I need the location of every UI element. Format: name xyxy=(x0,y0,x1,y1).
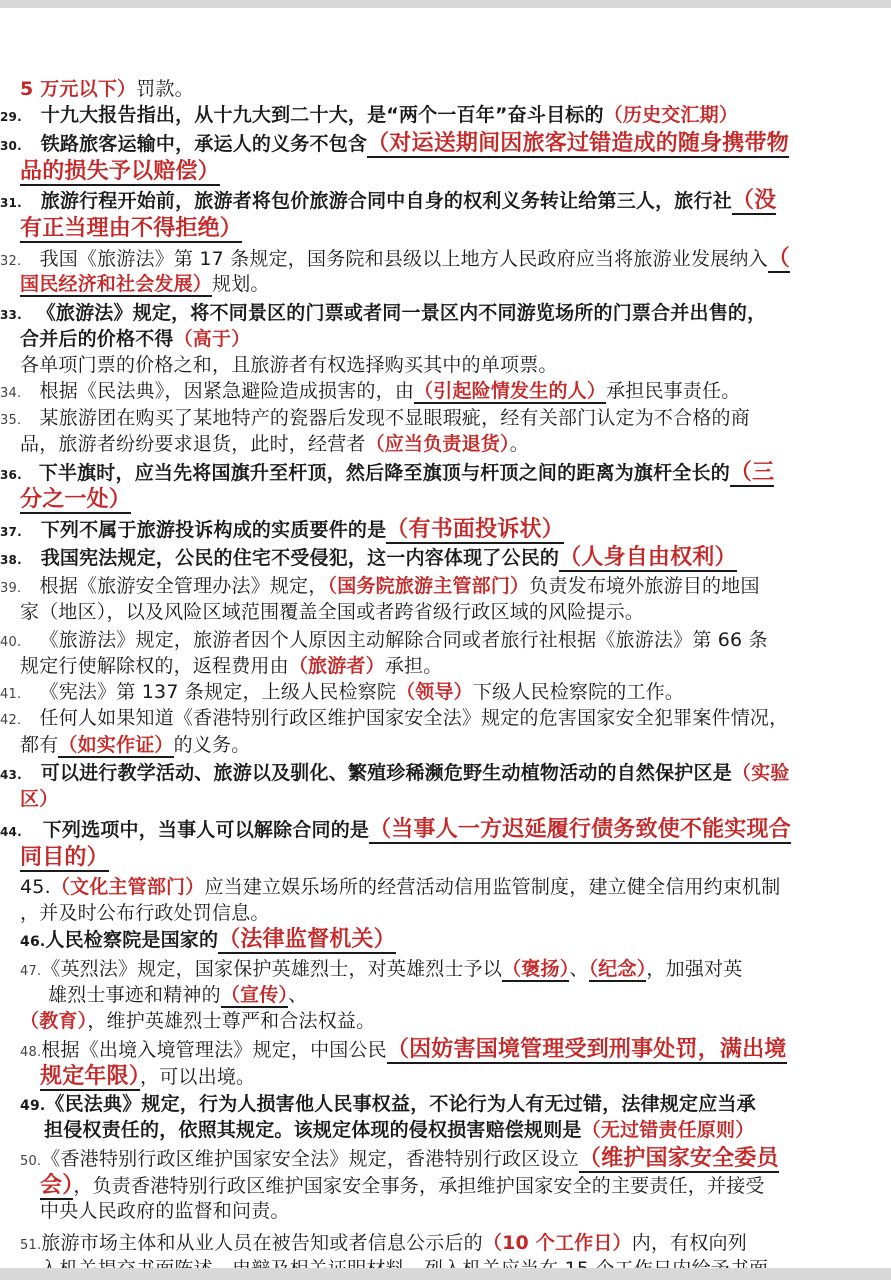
answer: （国务院旅游主管部门） xyxy=(327,575,530,597)
question-number: 46. xyxy=(20,934,46,950)
question-text: 《宪法》第 137 条规定，上级人民检察院 xyxy=(39,681,397,703)
question-34 xyxy=(0,378,740,405)
text: 。 xyxy=(509,433,529,455)
question-40 xyxy=(0,627,768,654)
answer: （没 xyxy=(731,188,777,213)
answer: （维护国家安全委员 xyxy=(578,1146,779,1171)
answer: （如实作证） xyxy=(58,734,174,756)
question-number: 39. xyxy=(0,581,22,596)
text: 承担民事责任。 xyxy=(606,380,741,402)
top-border xyxy=(0,0,891,8)
question-31 xyxy=(0,187,776,214)
question-39-cont xyxy=(20,599,644,626)
question-38 xyxy=(0,544,737,571)
text: 内，有权向列 xyxy=(631,1232,747,1254)
question-48 xyxy=(20,1036,787,1063)
question-text: 《旅游法》规定，旅游者因个人原因主动解除合同或者旅行社根据《旅游法》第 66 条 xyxy=(39,629,768,651)
answer: （褒扬） xyxy=(502,958,570,980)
answer: 区） xyxy=(20,788,59,810)
question-text: 十九大报告指出，从十九大到二十大，是“两个一百年”奋斗目标的 xyxy=(40,104,604,126)
question-text: 下列选项中，当事人可以解除合同的是 xyxy=(42,819,370,841)
question-32 xyxy=(0,245,790,272)
question-number: 37. xyxy=(0,525,22,539)
answer: （领导） xyxy=(396,681,473,703)
question-39 xyxy=(0,573,760,600)
answer: （对运送期间因旅客过错造成的随身携带物 xyxy=(367,131,789,156)
question-number: 33. xyxy=(0,308,22,322)
question-49 xyxy=(20,1091,756,1118)
question-number: 32. xyxy=(0,254,22,269)
text: 下级人民检察院的工作。 xyxy=(472,681,685,703)
question-text: 我国《旅游法》第 17 条规定，国务院和县级以上地方人民政府应当将旅游业发展纳入 xyxy=(39,248,768,270)
question-text: 《旅游法》规定，将不同景区的门票或者同一景区内不同游览场所的门票合并出售的， xyxy=(36,302,767,324)
answer: （高于） xyxy=(173,328,251,350)
question-number: 31. xyxy=(0,196,22,210)
answer: （无过错责任原则） xyxy=(581,1119,755,1141)
answer: （旅游者） xyxy=(288,655,385,677)
question-number: 49. xyxy=(20,1098,46,1114)
answer: （历史交汇期） xyxy=(603,104,739,126)
text: 负责发布境外旅游目的地国 xyxy=(529,575,760,597)
question-32-cont xyxy=(20,271,270,298)
answer: （ xyxy=(767,246,790,271)
question-33-tail xyxy=(20,352,558,379)
question-number: 38. xyxy=(0,553,22,567)
question-45-cont xyxy=(20,900,270,927)
question-text: 根据《旅游安全管理办法》规定， xyxy=(39,575,328,597)
question-33-cont xyxy=(20,326,250,353)
answer: （法律监督机关） xyxy=(218,927,396,952)
question-48-cont xyxy=(40,1063,255,1090)
answer: （宣传） xyxy=(220,984,289,1006)
question-number: 35. xyxy=(0,413,22,428)
question-text: 合并后的价格不得 xyxy=(20,328,174,350)
answer: 5 万元以下） xyxy=(20,78,137,100)
answer: （引起险情发生的人） xyxy=(414,380,607,402)
question-43-cont xyxy=(20,786,58,813)
answer: 会） xyxy=(40,1173,74,1198)
question-29 xyxy=(0,102,738,129)
question-47 xyxy=(20,956,742,983)
question-text: 下半旗时，应当先将国旗升至杆顶，然后降至旗顶与杆顶之间的距离为旗杆全长的 xyxy=(38,462,730,484)
question-46 xyxy=(20,926,396,953)
question-49-cont xyxy=(44,1117,754,1144)
question-45 xyxy=(20,874,780,901)
question-35-cont xyxy=(20,431,529,458)
answer: 同目的） xyxy=(20,845,109,870)
text: 各单项门票的价格之和，且旅游者有权选择购买其中的单项票。 xyxy=(20,354,558,376)
question-text: 《香港特别行政区维护国家安全法》规定，香港特别行政区设立 xyxy=(41,1148,579,1170)
question-number: 29. xyxy=(0,110,22,124)
question-42 xyxy=(0,705,788,732)
question-44-cont xyxy=(20,844,109,871)
question-number: 45. xyxy=(20,876,51,898)
question-text: 品，旅游者纷纷要求退货，此时，经营者 xyxy=(20,433,366,455)
question-40-cont xyxy=(20,653,442,680)
text: 、 xyxy=(569,958,589,980)
question-text: 根据《民法典》，因紧急避险造成损害的，由 xyxy=(39,380,415,402)
answer: （纪念） xyxy=(588,958,647,980)
question-text: 铁路旅客运输中，承运人的义务不包含 xyxy=(40,133,368,155)
text: 家（地区），以及风险区域范围覆盖全国或者跨省级行政区域的风险提示。 xyxy=(20,601,645,623)
question-text: 根据《出境入境管理法》规定，中国公民 xyxy=(41,1039,387,1061)
answer: （教育） xyxy=(20,1010,88,1032)
answer: 国民经济和社会发展） xyxy=(20,273,213,295)
text: 中央人民政府的监督和问责。 xyxy=(40,1200,290,1222)
question-30-cont xyxy=(20,158,220,185)
text: 、 xyxy=(288,984,308,1006)
question-text: 都有 xyxy=(20,734,59,756)
question-number: 51. xyxy=(20,1238,42,1253)
question-text: 规定行使解除权的，返程费用由 xyxy=(20,655,289,677)
question-47-cont xyxy=(48,982,307,1009)
text: ，负责香港特别行政区维护国家安全事务，承担维护国家安全的主要责任，并接受 xyxy=(73,1175,765,1197)
question-37 xyxy=(0,516,564,543)
answer: （当事人一方迟延履行债务致使不能实现合 xyxy=(369,817,791,842)
text: 罚款。 xyxy=(136,78,194,100)
question-50 xyxy=(20,1145,779,1172)
bottom-border xyxy=(0,1268,891,1280)
question-42-cont xyxy=(20,732,250,759)
question-number: 50. xyxy=(20,1154,42,1169)
question-43 xyxy=(0,760,790,787)
text: ，可以出境。 xyxy=(140,1066,256,1088)
question-50-cont xyxy=(40,1172,765,1199)
answer: （有书面投诉状） xyxy=(386,517,564,542)
answer: （人身自由权利） xyxy=(559,545,737,570)
question-number: 40. xyxy=(0,635,22,650)
question-text: 《英烈法》规定，国家保护英雄烈士，对英雄烈士予以 xyxy=(41,958,503,980)
question-text: 旅游行程开始前，旅游者将包价旅游合同中自身的权利义务转让给第三人，旅行社 xyxy=(40,190,732,212)
question-text: 可以进行教学活动、旅游以及驯化、繁殖珍稀濒危野生动植物活动的自然保护区是 xyxy=(40,762,732,784)
question-33 xyxy=(0,300,766,327)
question-text: 《民法典》规定，行为人损害他人民事权益，不论行为人有无过错，法律规定应当承 xyxy=(45,1093,756,1115)
question-number: 48. xyxy=(20,1045,42,1060)
question-41 xyxy=(0,679,684,706)
question-text: 我国宪法规定，公民的住宅不受侵犯，这一内容体现了公民的 xyxy=(40,547,560,569)
question-number: 43. xyxy=(0,768,22,782)
question-number: 42. xyxy=(0,713,22,728)
text: ，并及时公布行政处罚信息。 xyxy=(20,902,270,924)
answer: （应当负责退货） xyxy=(365,433,510,455)
continuation-line xyxy=(20,76,194,103)
question-51 xyxy=(20,1230,747,1257)
answer: 有正当理由不得拒绝） xyxy=(20,216,243,241)
question-text: 下列不属于旅游投诉构成的实质要件的是 xyxy=(40,519,387,541)
answer: （三 xyxy=(729,460,775,485)
text: 规划。 xyxy=(212,273,270,295)
question-number: 41. xyxy=(0,687,22,702)
question-text: 任何人如果知道《香港特别行政区维护国家安全法》规定的危害国家安全犯罪案件情况， xyxy=(39,707,789,729)
question-30 xyxy=(0,130,789,157)
question-text: 某旅游团在购买了某地特产的瓷器后发现不显眼瑕疵，经有关部门认定为不合格的商 xyxy=(39,407,750,429)
answer: （实验 xyxy=(731,762,790,784)
answer: （文化主管部门） xyxy=(50,876,205,898)
text: ，维护英雄烈士尊严和合法权益。 xyxy=(87,1010,376,1032)
answer: （10 个工作日） xyxy=(482,1232,632,1254)
question-text: 旅游市场主体和从业人员在被告知或者信息公示后的 xyxy=(41,1232,483,1254)
question-36 xyxy=(0,459,774,486)
question-31-cont xyxy=(20,215,242,242)
question-number: 34. xyxy=(0,386,22,401)
question-number: 47. xyxy=(20,964,42,979)
question-47-tail xyxy=(20,1008,375,1035)
question-text: 担侵权责任的，依照其规定。该规定体现的侵权损害赔偿规则是 xyxy=(44,1119,582,1141)
answer: 分之一处） xyxy=(20,487,132,512)
text: 的义务。 xyxy=(173,734,251,756)
question-50-tail xyxy=(40,1198,290,1225)
answer: 品的损失予以赔偿） xyxy=(20,159,220,184)
question-text: ，加强对英 xyxy=(646,958,743,980)
question-36-cont xyxy=(20,486,131,513)
answer: （因妨害国境管理受到刑事处罚，满出境 xyxy=(386,1037,787,1062)
answer: 规定年限） xyxy=(40,1064,141,1089)
question-text: 人民检察院是国家的 xyxy=(45,929,219,951)
text: 承担。 xyxy=(384,655,443,677)
question-number: 44. xyxy=(0,825,22,839)
question-number: 36. xyxy=(0,468,22,482)
question-44 xyxy=(0,816,791,843)
text: 应当建立娱乐场所的经营活动信用监管制度，建立健全信用约束机制 xyxy=(204,876,781,898)
question-text: 雄烈士事迹和精神的 xyxy=(48,984,221,1006)
question-number: 30. xyxy=(0,139,22,153)
question-35 xyxy=(0,405,750,432)
